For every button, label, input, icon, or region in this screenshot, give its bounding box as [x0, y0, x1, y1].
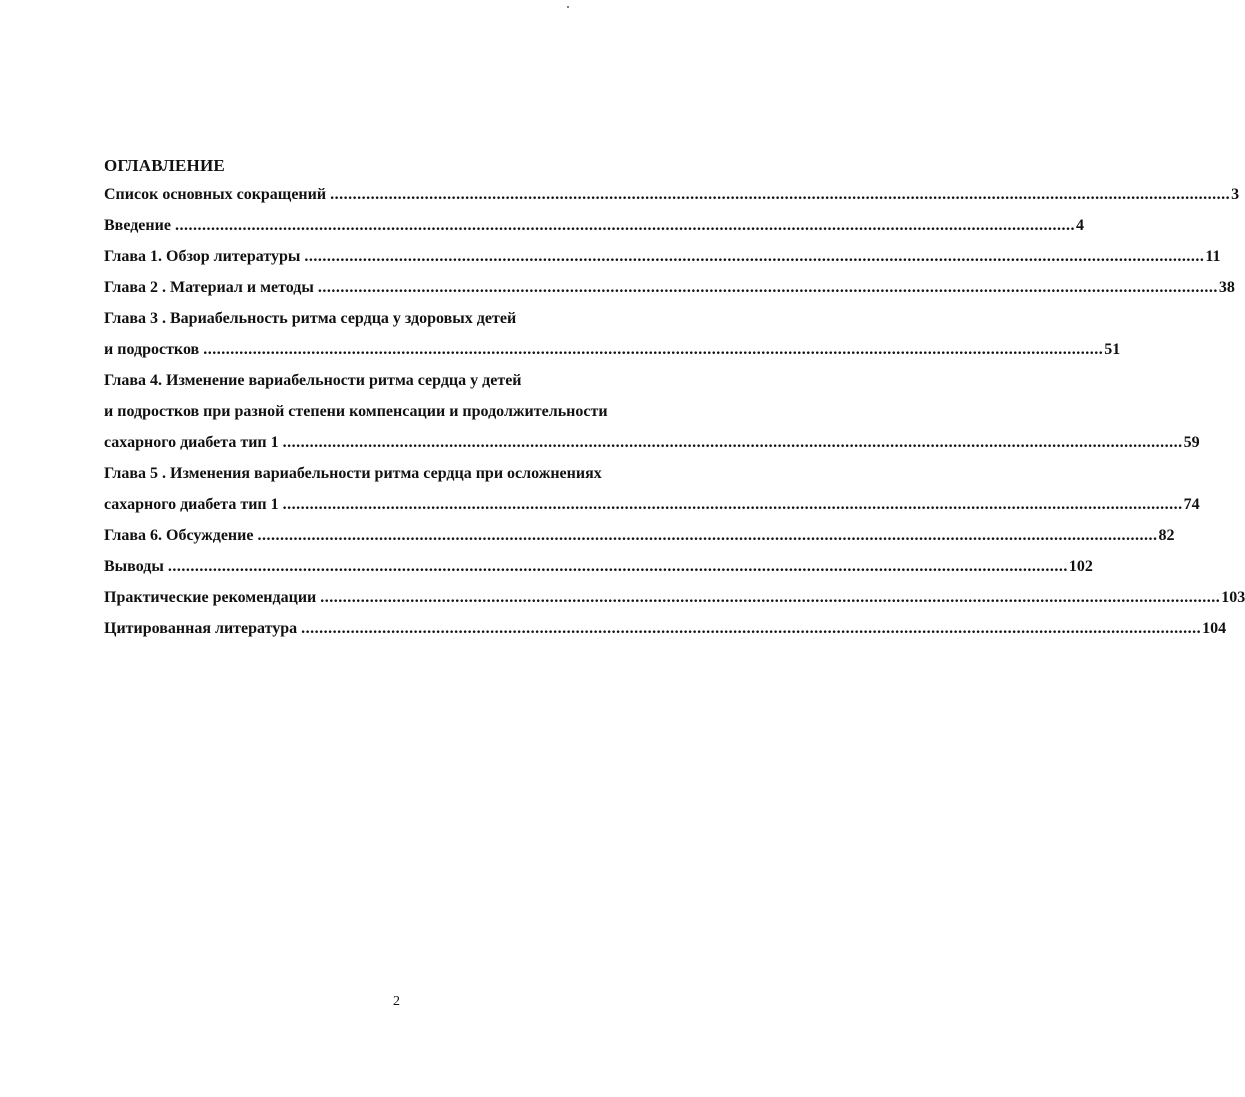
toc-entry-title: Глава 1. Обзор литературы [104, 248, 301, 265]
toc-title: ОГЛАВЛЕНИЕ [104, 156, 225, 175]
leader-dots: ........................................................................................................................................................................................................ [203, 341, 1104, 358]
toc-entry-chapter-2 [104, 272, 1235, 303]
toc-entry-chapter-6 [104, 520, 1175, 551]
toc-entry-references [104, 613, 1227, 644]
leader-dots: ........................................................................................................................................................................................................ [257, 527, 1158, 544]
toc-entry-title: сахарного диабета тип 1 [104, 496, 279, 513]
toc-entry-introduction [104, 210, 1084, 241]
toc-entry-title: Цитированная литература [104, 620, 298, 637]
toc-entry-title: Практические рекомендации [104, 589, 317, 606]
table-of-contents [104, 152, 1245, 644]
leader-dots: ........................................................................................................................................................................................................ [282, 496, 1183, 513]
toc-entry-chapter-4-line-1: Глава 4. Изменение вариабельности ритма сердца у детей [104, 372, 522, 389]
toc-entry-chapter-3 [104, 334, 1121, 365]
toc-entry-page: 104 [1202, 620, 1227, 637]
leader-dots: ........................................................................................................................................................................................................ [167, 558, 1068, 575]
toc-entry-page: 11 [1205, 248, 1221, 265]
toc-entry-chapter-4 [104, 427, 1200, 458]
toc-entry-page: 38 [1218, 279, 1235, 296]
toc-entry-page: 103 [1221, 589, 1245, 606]
toc-entry-title: Введение [104, 217, 171, 234]
leader-dots: ........................................................................................................................................................................................................ [317, 279, 1218, 296]
toc-entry-page: 4 [1075, 217, 1084, 234]
leader-dots: ........................................................................................................................................................................................................ [320, 589, 1221, 606]
scan-speck [567, 6, 569, 8]
toc-entry-page: 82 [1158, 527, 1175, 544]
toc-entry-title: Список основных сокращений [104, 186, 327, 203]
toc-entry-title: сахарного диабета тип 1 [104, 434, 279, 451]
toc-entry-chapter-3-line-1: Глава 3 . Вариабельность ритма сердца у здоровых детей [104, 310, 517, 327]
toc-entry-title: Глава 6. Обсуждение [104, 527, 254, 544]
page-number: 2 [393, 994, 400, 1009]
toc-entry-recommendations [104, 582, 1245, 613]
toc-entry-conclusions [104, 551, 1093, 582]
toc-entry-chapter-5 [104, 489, 1200, 520]
leader-dots: ........................................................................................................................................................................................................ [174, 217, 1075, 234]
toc-entry-chapter-5-line-1: Глава 5 . Изменения вариабельности ритма сердца при осложнениях [104, 465, 602, 482]
toc-entry-page: 51 [1104, 341, 1121, 358]
toc-entry-page: 59 [1183, 434, 1200, 451]
toc-entry-chapter-1 [104, 241, 1221, 272]
leader-dots: ........................................................................................................................................................................................................ [301, 620, 1202, 637]
toc-entry-title: Выводы [104, 558, 164, 575]
toc-entry-page: 3 [1231, 186, 1240, 203]
leader-dots: ........................................................................................................................................................................................................ [304, 248, 1205, 265]
toc-entry-title: Глава 2 . Материал и методы [104, 279, 314, 296]
toc-entry-title: и подростков [104, 341, 200, 358]
toc-entry-page: 102 [1068, 558, 1093, 575]
leader-dots: ........................................................................................................................................................................................................ [282, 434, 1183, 451]
toc-entry-abbreviations [104, 179, 1240, 210]
toc-entry-chapter-4-line-2: и подростков при разной степени компенсации и продолжительности [104, 403, 608, 420]
leader-dots: ........................................................................................................................................................................................................ [330, 186, 1231, 203]
toc-entry-page: 74 [1183, 496, 1200, 513]
